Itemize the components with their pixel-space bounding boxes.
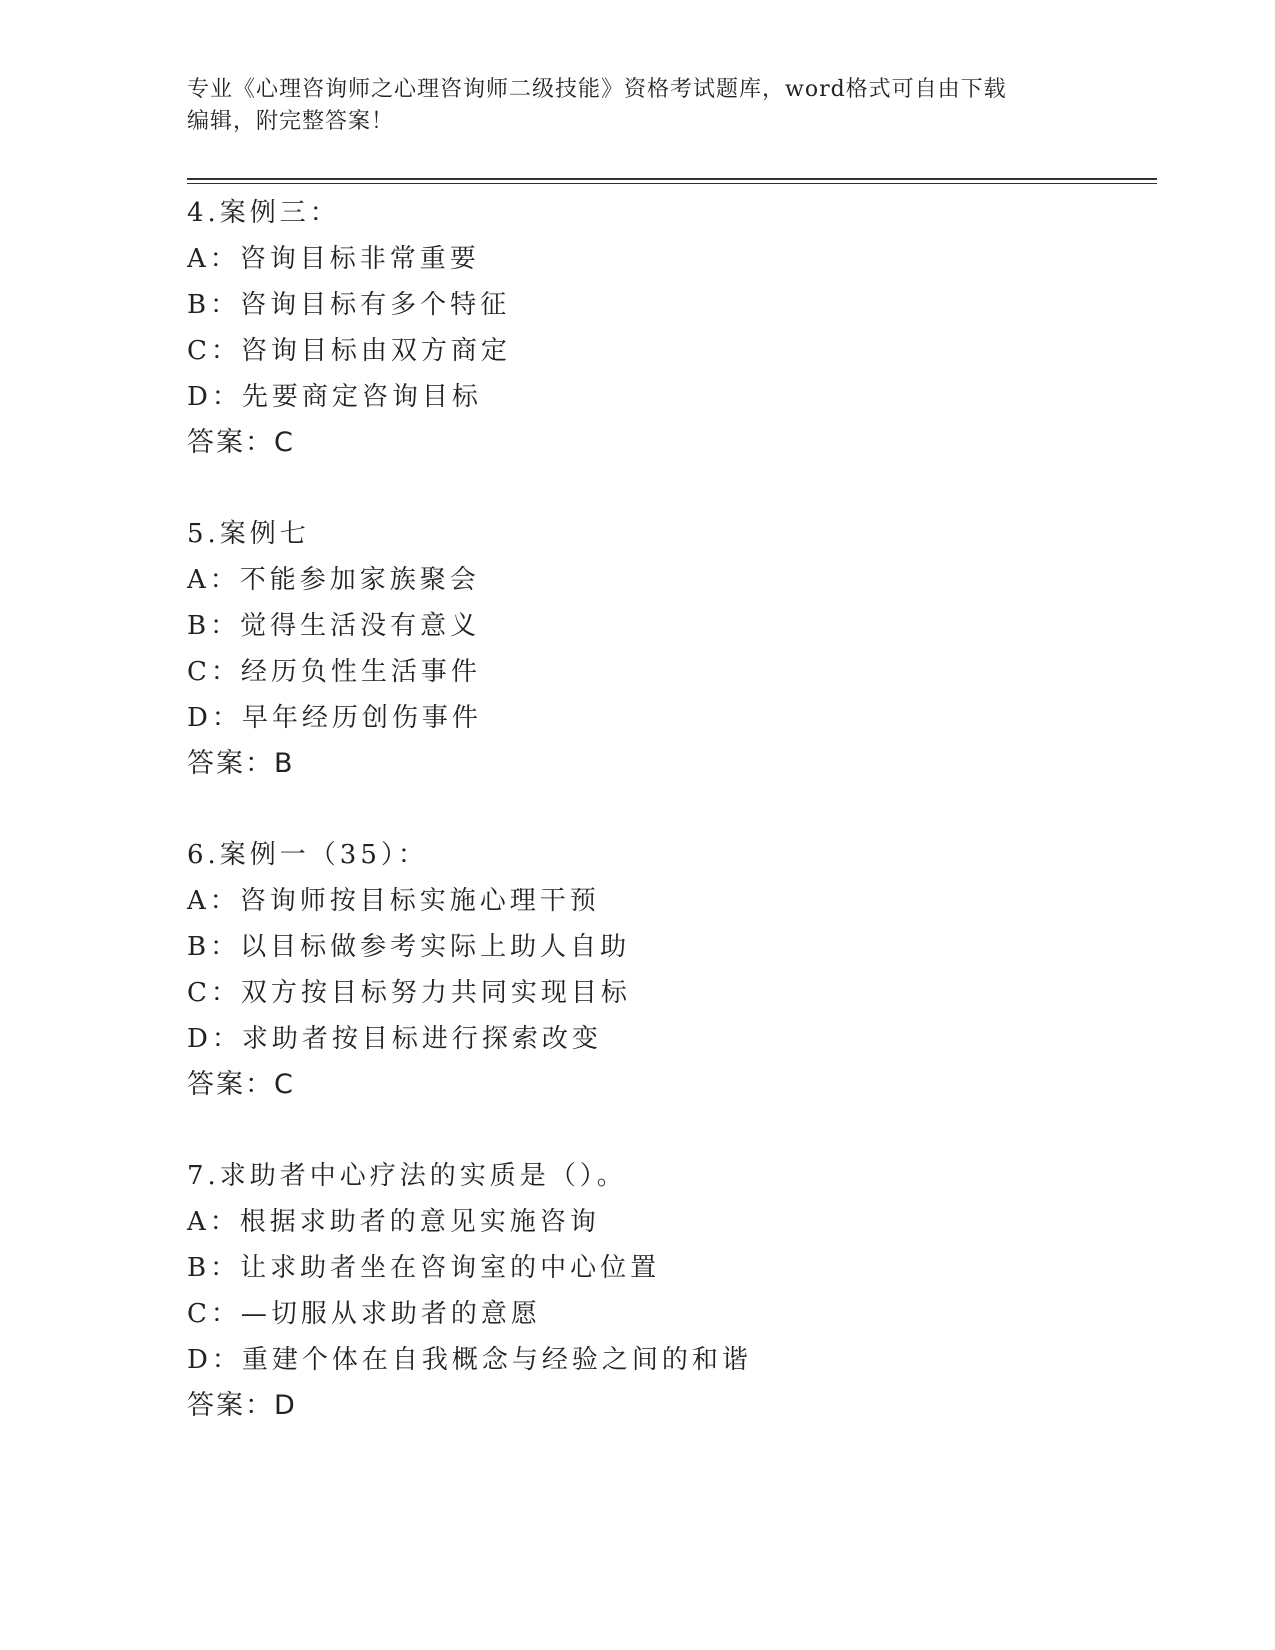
option-d: D：早年经历创伤事件 xyxy=(187,703,482,733)
answer-line: 答案：D xyxy=(187,1390,297,1421)
question-5 xyxy=(187,511,1157,787)
question-stem: 6.案例一（35）： xyxy=(187,840,428,870)
option-c: C：—切服从求助者的意愿 xyxy=(187,1299,541,1329)
header-divider-thick xyxy=(187,178,1157,180)
option-b: B：以目标做参考实际上助人自助 xyxy=(187,932,631,962)
option-c: C：咨询目标由双方商定 xyxy=(187,336,511,366)
question-6 xyxy=(187,832,1157,1108)
option-a: A：不能参加家族聚会 xyxy=(187,565,480,595)
option-b: B：让求助者坐在咨询室的中心位置 xyxy=(187,1253,661,1283)
option-a: A：咨询目标非常重要 xyxy=(187,244,480,274)
answer-line: 答案：C xyxy=(187,427,295,458)
answer-line: 答案：C xyxy=(187,1069,295,1100)
option-a: A：根据求助者的意见实施咨询 xyxy=(187,1207,600,1237)
option-d: D：重建个体在自我概念与经验之间的和谐 xyxy=(187,1345,752,1375)
option-d: D：求助者按目标进行探索改变 xyxy=(187,1024,602,1054)
answer-line: 答案：B xyxy=(187,748,295,779)
question-7 xyxy=(187,1153,1157,1429)
question-stem: 7.求助者中心疗法的实质是（）。 xyxy=(187,1161,627,1191)
option-b: B：觉得生活没有意义 xyxy=(187,611,481,641)
question-stem: 4.案例三： xyxy=(187,198,340,228)
question-list xyxy=(187,190,1157,1474)
question-4 xyxy=(187,190,1157,466)
option-a: A：咨询师按目标实施心理干预 xyxy=(187,886,600,916)
header-divider-thin xyxy=(187,183,1157,184)
option-b: B：咨询目标有多个特征 xyxy=(187,290,511,320)
question-stem: 5.案例七 xyxy=(187,519,310,549)
document-header xyxy=(187,74,1087,138)
header-line-1: 专业《心理咨询师之心理咨询师二级技能》资格考试题库，word格式可自由下载 xyxy=(187,77,1007,102)
header-line-2: 编辑，附完整答案！ xyxy=(187,109,395,134)
option-d: D：先要商定咨询目标 xyxy=(187,382,482,412)
option-c: C：经历负性生活事件 xyxy=(187,657,481,687)
option-c: C：双方按目标努力共同实现目标 xyxy=(187,978,631,1008)
